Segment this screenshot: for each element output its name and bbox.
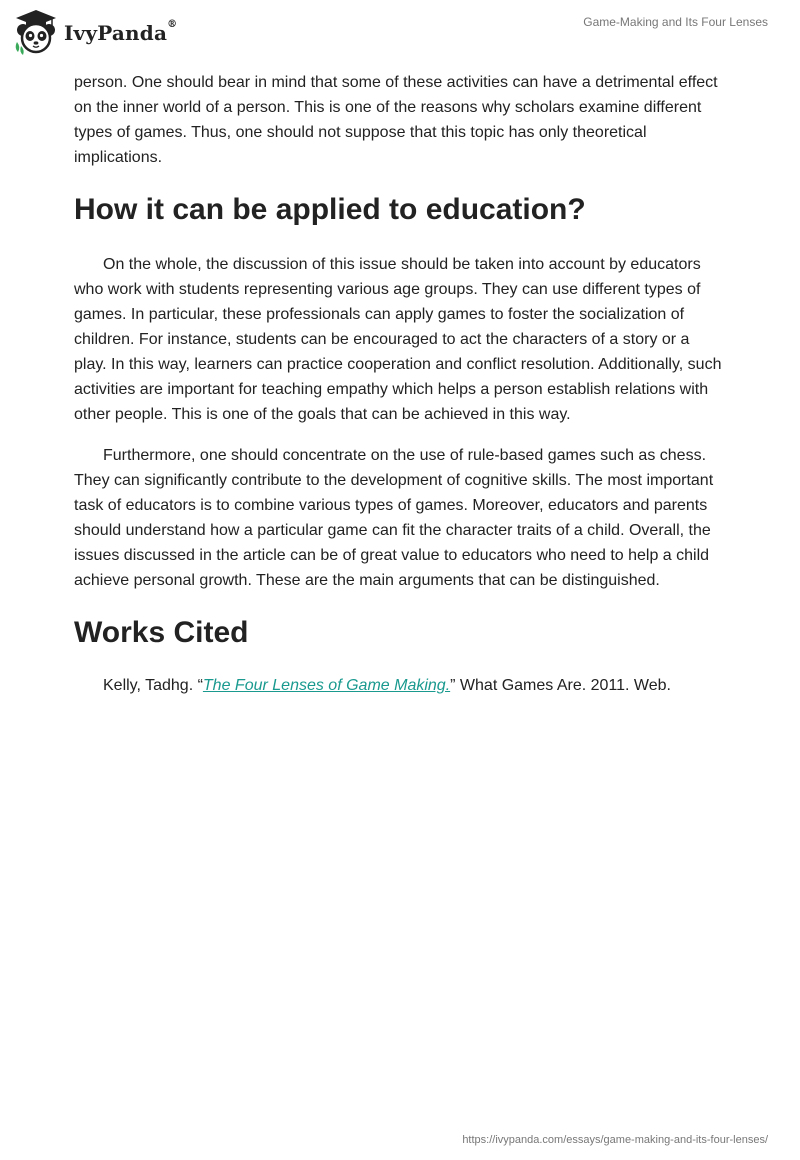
- paragraph-2: Furthermore, one should concentrate on the use of rule-based games such as chess. They can significantly contribute to the development of cognitive skills. The most important task of educators is to combine various types of games. Moreover, educators and parents should understand how a particular game can fit the character traits of a child. Overall, the issues discussed in the article can be of great value to educators who need to help a child achieve personal growth. These are the main arguments that can be distinguished.: [74, 447, 714, 589]
- citation-prefix: Kelly, Tadhg. “: [103, 677, 203, 694]
- essay-body: [74, 70, 726, 698]
- brand-name: IvyPanda®: [64, 19, 178, 45]
- footer-url: https://ivypanda.com/essays/game-making-and-its-four-lenses/: [462, 1134, 768, 1146]
- section-heading: How it can be applied to education?: [74, 193, 586, 226]
- citation-link[interactable]: The Four Lenses of Game Making.: [202, 677, 451, 694]
- intro-paragraph: person. One should bear in mind that some of these activities can have a detrimental effect on the inner world of a person. This is one of the reasons why scholars examine different types of games. Thus, one should not suppose that this topic has only theoretical implications.: [74, 74, 718, 166]
- ivypanda-logo[interactable]: [14, 8, 177, 56]
- citation-entry: [74, 673, 726, 698]
- document-title: Game-Making and Its Four Lenses: [583, 15, 768, 29]
- page-header: [0, 0, 800, 64]
- paragraph-1: On the whole, the discussion of this issue should be taken into account by educators who work with students representing various age groups. They can use different types of games. In particular, these professionals can apply games to foster the socialization of children. For instance, students can be encouraged to act the characters of a story or a play. In this way, learners can practice cooperation and conflict resolution. Additionally, such activities are important for teaching empathy which helps a person establish relations with other people. This is one of the goals that can be achieved in this way.: [74, 256, 722, 423]
- citation-suffix: ” What Games Are. 2011. Web.: [450, 677, 671, 694]
- panda-graduation-icon: [14, 8, 58, 56]
- works-cited-heading: Works Cited: [74, 616, 249, 649]
